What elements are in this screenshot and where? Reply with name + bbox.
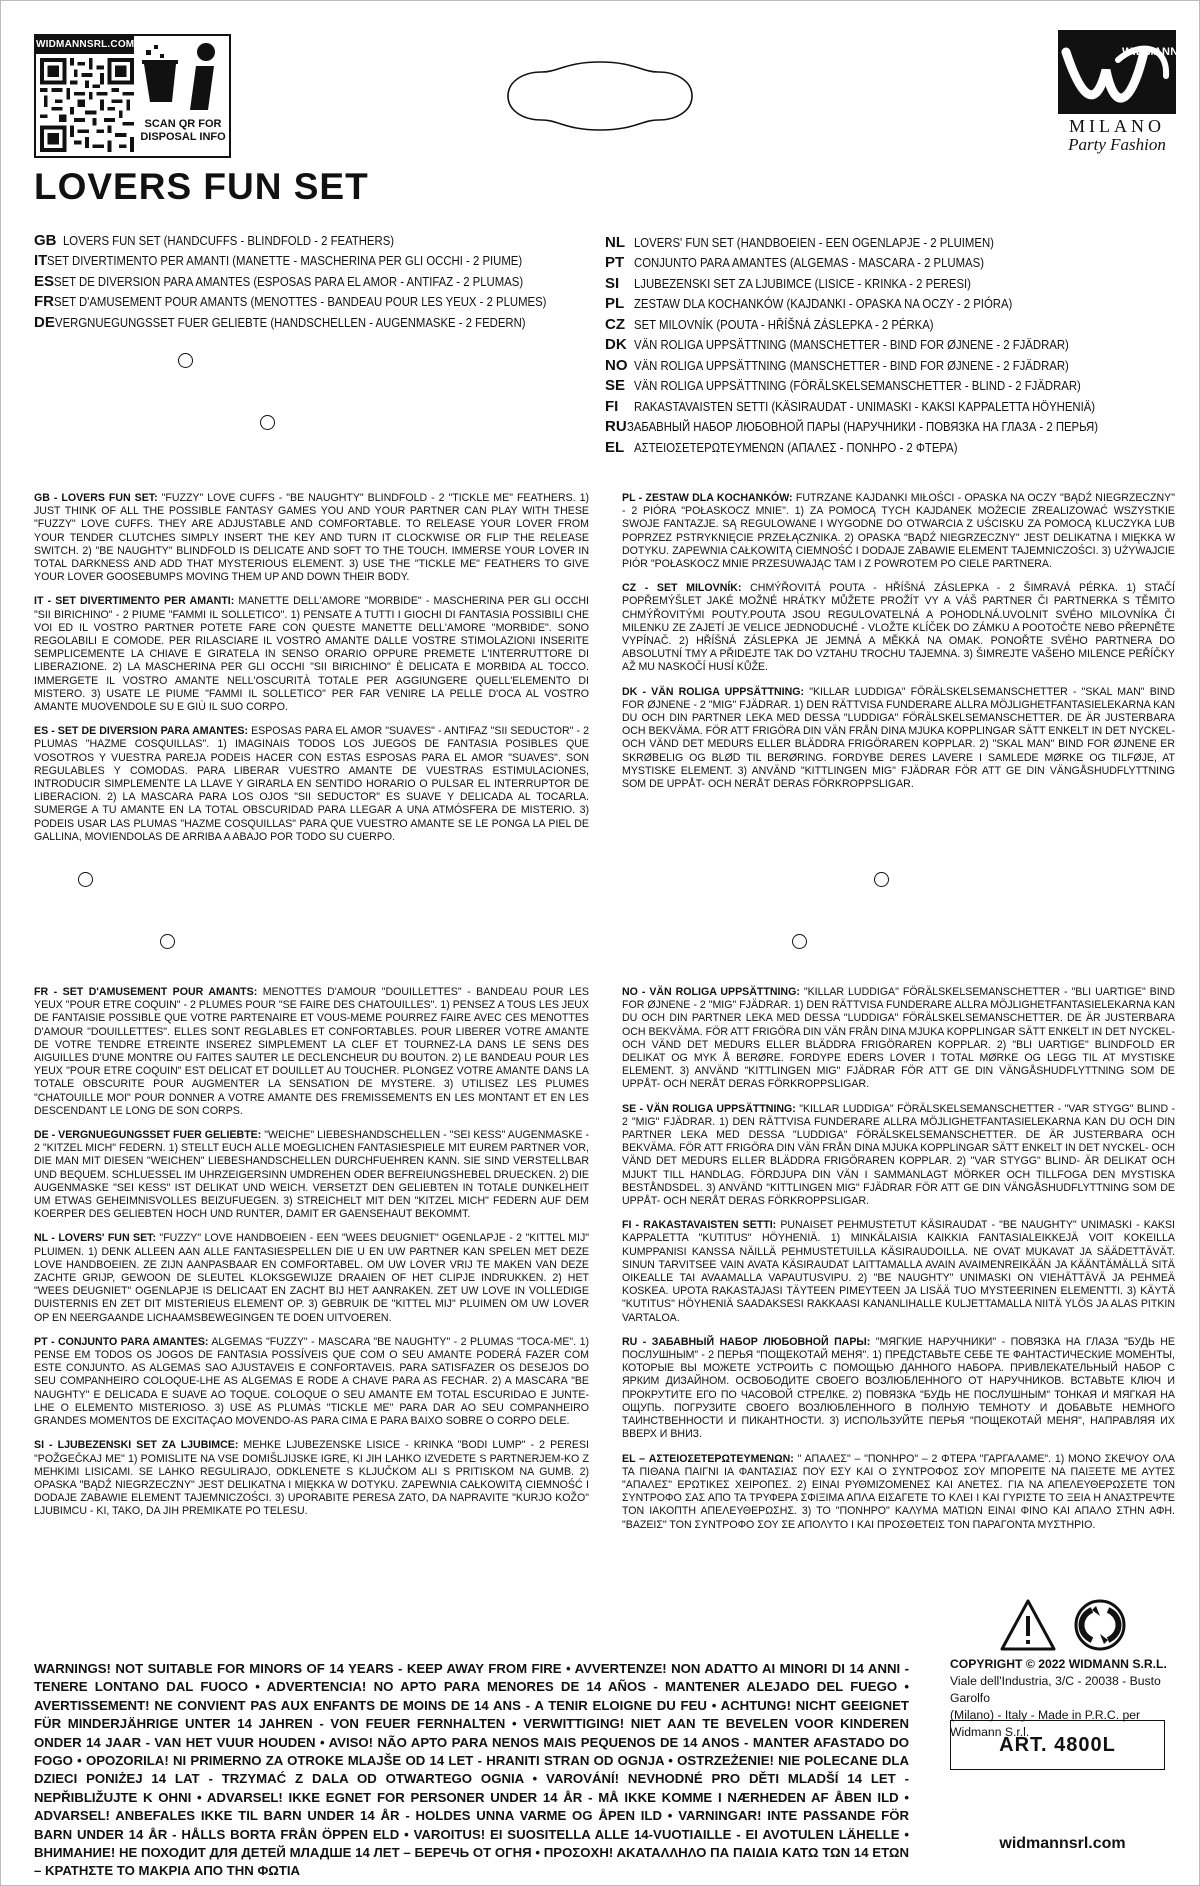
language-row: SE VÄN ROLIGA UPPSÄTTNING (FÖRÄLSKELSEMANSCHETTER - BLIND - 2 FJÄDRAR) bbox=[605, 377, 1081, 395]
language-list-left bbox=[34, 230, 594, 333]
language-row: PT CONJUNTO PARA AMANTES (ALGEMAS - MASCARA - 2 PLUMAS) bbox=[605, 254, 984, 272]
language-row: ES SET DE DIVERSION PARA AMANTES (ESPOSAS PARA EL AMOR - ANTIFAZ - 2 PLUMAS) bbox=[34, 272, 524, 290]
brand-city: MILANO bbox=[1069, 116, 1165, 136]
instruction-paragraph: GB - LOVERS FUN SET: "FUZZY" LOVE CUFFS - "BE NAUGHTY" BLINDFOLD - 2 "TICKLE ME" FEATHERS. 1) JUST THINK OF ALL THE POSSIBLE FANTASY GAMES YOU AND YOUR PARTNER CAN PLAY WITH THESE "FUZZY" LOVE CUFFS. THEY ARE ADJUSTABLE AND COMFORTABLE. TO RELEASE YOUR LOVER FROM YOUR TENDER CLUTCHES SIMPLY INSERT THE KEY AND TURN IT CLOCKWISE OR FLIP THE RELEASE SWITCH. 2) "BE NAUGHTY" BLINDFOLD IS DELICATE AND SOFT TO THE TOUCH. IMMERSE YOUR LOVER IN TOTAL DARKNESS AND ADD THAT MYSTERIOUS ELEMENT. 3) USE THE "TICKLE ME" FEATHERS TO GIVE YOUR LOVER GOOSEBUMPS MOVING THEM UP AND DOWN THEIR BODY. bbox=[34, 492, 589, 584]
language-row: CZ SET MILOVNÍK (POUTA - HŘÍŠNÁ ZÁSLEPKA - 2 PÉRKA) bbox=[605, 315, 934, 333]
instruction-paragraph: FR - SET D'AMUSEMENT POUR AMANTS: MENOTTES D'AMOUR "DOUILLETTES" - BANDEAU POUR LES YEUX "POUR ETRE COQUIN" - 2 PLUMES POUR "SE FAIRE DES CHATOUILLES". 1) PENSEZ A TOUS LES JEUX DE FANTAISIE POSSIBLE QUE VOTRE PARTENAIRE ET VOUS-MEME POURREZ FAIRE AVEC CES MENOTTES D'AMOUR "DOUILLETTES". ELLES SONT REGLABLES ET CONFORTABLES. POUR LIBERER VOTRE AMANTE DE VOTRE TENDRE ETREINTE INSEREZ SIMPLEMENT LA CLEF ET TOURNEZ-LA DANS LE SENS DES AIGUILLES D'UNE MONTRE OU FAITES SAUTER LE DECLENCHEUR DU BOUTON. 2) LE BANDEAU POUR LES YEUX "POUR ETRE COQUIN" EST DELICAT ET DOUILLET AU TOUCHER. PLONGEZ VOTRE AMANTE DANS LA TOTALE OBSCURITE POUR AUGMENTER LA SENSATION DE MYSTERE. 3) UTILISEZ LES PLUMES "CHATOUILLE MOI" POUR DONNER A VOTRE AMANTE DES FREMISSEMENTS EN LES MONTANT ET EN LES DESCENDANT LE LONG DE SON CORPS. bbox=[34, 986, 589, 1117]
instructions-lower-left bbox=[34, 986, 589, 1530]
hang-hole-shape bbox=[506, 60, 694, 132]
address-line: (Milano) - Italy - Made in P.R.C. per Widmann S.r.l. bbox=[950, 1708, 1141, 1739]
widmann-logo-icon bbox=[1058, 30, 1179, 114]
registration-circle bbox=[792, 934, 807, 949]
disposal-info-icon bbox=[140, 40, 228, 116]
instructions-upper-left bbox=[34, 492, 589, 855]
instruction-paragraph: SI - LJUBEZENSKI SET ZA LJUBIMCE: MEHKE LJUBEZENSKE LISICE - KRINKA "BODI LUMP" - 2 PERESI "POŽGEČKAJ ME" 1) POMISLITE NA VSE DOMIŠLJIJSKE IGRE, KI JIH LAHKO IZVEDETE S PARTNERJEM-KO Z MEHKIMI LISICAMI. SE LAHKO REGULIRAJO, ODKLENETE S KLJUČKOM ALI S PRITISKOM NA GUMB. 2) OPASKA "BĄDŹ NIEGRZECZNY" JEST DELIKATNA I MIĘKKA W DOTYKU. ZAPEWNIA CAŁKOWITĄ CIEMNOŚĆ I DODAJE ZABAWIE ELEMENT TAJEMNICZOŚCI. 3) UPORABITE PERESA ZATO, DA NAPRAVITE "KURJO KOŽO" LJUBIMCU - KI, TAKO, DA JIH PREMIKATE PO TELESU. bbox=[34, 1439, 589, 1518]
warning-triangle-icon bbox=[1002, 1601, 1054, 1649]
site-tag: WIDMANNSRL.COM bbox=[36, 36, 134, 54]
article-number: ART. 4800L bbox=[950, 1720, 1165, 1770]
address-line: Viale dell'Industria, 3/C - 20038 - Busto Garolfo bbox=[950, 1674, 1161, 1705]
language-row: GB LOVERS FUN SET (HANDCUFFS - BLINDFOLD - 2 FEATHERS) bbox=[34, 231, 395, 249]
language-list-right bbox=[605, 232, 1175, 458]
language-row: IT SET DIVERTIMENTO PER AMANTI (MANETTE - MASCHERINA PER GLI OCCHI - 2 PIUME) bbox=[34, 252, 523, 270]
instruction-paragraph: NL - LOVERS' FUN SET: "FUZZY" LOVE HANDBOEIEN - EEN "WEES DEUGNIET" OGENLAPJE - 2 "KITTEL MIJ" PLUIMEN. 1) DENK ALLEEN AAN ALLE FANTASIESPELLEN DIE U EN UW PARTNER KAN SPELEN MET DEZE LOVE HANDBOEIEN. ZE ZIJN AANPASBAAR EN COMFORTABEL. OM UW LOVER VRIJ TE MAKEN VAN DEZE ZACHTE GRIJP, GEWOON DE SLEUTEL KLOKSGEWIJZE DRAAIEN OF HET CLIPJE INDRUKKEN. 2) HET "WEES DEUGNIET" OGENLAPJE IS DELICAAT EN ZACHT BIJ HET AANRAKEN. ZET UW LOVE IN VOLLEDIGE DUISTERNIS EN ZET DIT MISTERIEUS ELEMENT OP. 3) GEBRUIK DE "KITTEL MIJ" PLUIMEN OM UW LOVER OP EN NEERGAANDE LICHAAMSBEWEGINGEN TE DOEN UITVOEREN. bbox=[34, 1232, 590, 1324]
instruction-paragraph: PL - ZESTAW DLA KOCHANKÓW: FUTRZANE KAJDANKI MIŁOŚCI - OPASKA NA OCZY "BĄDŹ NIEGRZECZNY" - 2 PIÓRA "POŁASKOCZ MNIE". 1) ZA POMOCĄ TYCH KAJDANEK MOŻECIE ZREALIZOWAĆ WSZYSTKIE SWOJE FANTAZJE. SĄ REGULOWANE I WYGODNE DO OTWARCIA Z UŚCISKU ZA POMOCĄ KLUCZYKA LUB POPRZEZ PSTRYKNIĘCIE PRZEŁĄCZNIKA. 2) OPASKA "BĄDŹ NIEGRZECZNY" JEST DELIKATNA I MIĘKKA W DOTYKU. ZAPEWNIA CAŁKOWITĄ CIEMNOŚĆ I DODAJE ZABAWIE ELEMENT TAJEMNICZOŚCI. 3) UŻYWAJCIE PIÓR "POŁASKOCZ MNIE PRZESUWAJĄC TAM I Z POWROTEM PO CIELE PARTNERA. bbox=[622, 492, 1175, 571]
qr-disposal-box bbox=[34, 34, 231, 158]
language-row: FR SET D'AMUSEMENT POUR AMANTS (MENOTTES - BANDEAU POUR LES YEUX - 2 PLUMES) bbox=[34, 293, 547, 311]
language-row: PL ZESTAW DLA KOCHANKÓW (KAJDANKI - OPASKA NA OCZY - 2 PIÓRA) bbox=[605, 295, 1013, 313]
instruction-paragraph: DK - VÄN ROLIGA UPPSÄTTNING: "KILLAR LUDDIGA" FÖRÄLSKELSEMANSCHETTER - "SKAL MAN" BIND FOR ØJNENE - 2 "MIG" FJÄDRAR. 1) DEN RÄTTVISA FUNDERARE ALLRA MÖJLIGHETFANTASIELEKARNA KAN DU OCH DIN PARTNER LEKA MED DESSA "LUDDIGA" FÖRÄLSKELSEMANSCHETTER. DE ÄR JUSTERBARA OCH BEKVÄMA. FÖR ATT FRIGÖRA DIN VÄN FRÅN DINA MJUKA KOPPLINGAR SÄTT ENKELT IN DET NYCKEL- OCH VÄND DET MEDURS ELLER BLÄDDRA FRIGÖRAREN KOPPLAR. 2) "SKAL MAN" BIND FOR ØJNENE ER SKRØBELIG OG BLØD TIL BERØRING. FORDYBE DERES LAVERE I SAMLEDE MØRKE OG TILFØJE, AT MYSTISKE ELEMENT. 3) ANVÄND "KITTLINGEN MIG" FJÄDRAR FÖR ATT GE DIN VÄNGÅSHUDFLYTTNING SOM DE UPPÅT- OCH NERÅT DERAS FÖRKROPPSLIGAR. bbox=[622, 685, 1175, 791]
language-row: NO VÄN ROLIGA UPPSÄTTNING (MANSCHETTER - BIND FOR ØJNENE - 2 FJÄDRAR) bbox=[605, 356, 1069, 374]
instruction-paragraph: RU - ЗАБАВНЫЙ НАБОР ЛЮБОВНОЙ ПАРЫ: "МЯГКИЕ НАРУЧНИКИ" - ПОВЯЗКА НА ГЛАЗА "БУДЬ НЕ ПОСЛУШНЫМ" - 2 ПЕРЬЯ "ПОЩЕКОТАЙ МЕНЯ". 1) ПРЕДСТАВЬТЕ СЕБЕ ТЕ ФАНТАСТИЧЕСКИЕ МОМЕНТЫ, КОТОРЫЕ ВЫ МОЖЕТЕ УСТРОИТЬ С ПОМОЩЬЮ ДАННОГО НАБОРА. ПРИВЛЕКАТЕЛЬНЫЙ НАБОР С ЯРКИМ ДИЗАЙНОМ. ОСВОБОДИТЕ СВОЕГО ВОЗЛЮБЛЕННОГО ОТ НАРУЧНИКОВ. ВСТАВЬТЕ КЛЮЧ И ПРОКРУТИТЕ ЕГО ПО ЧАСОВОЙ СТРЕЛКЕ. 2) ПОВЯЗКА "БУДЬ НЕ ПОСЛУШНЫМ" ТОНКАЯ И МЯГКАЯ НА ОЩУПЬ. ПОГРУЗИТЕ СВОЕГО ВОЗЛЮБЛЕННОГО В ПОЛНУЮ ТЕМНОТУ И ДОБАВЬТЕ НЕМНОГО ТАИНСТВЕННОСТИ И ПИКАНТНОСТИ. 3) ИСПОЛЬЗУЙТЕ ПЕРЬЯ "ПОЩЕКОТАЙ МЕНЯ", НАПРАВЛЯЯ ИХ ВВЕРХ И ВНИЗ. bbox=[622, 1335, 1175, 1441]
instruction-paragraph: ES - SET DE DIVERSION PARA AMANTES: ESPOSAS PARA EL AMOR "SUAVES" - ANTIFAZ "SII SEDUCTOR" - 2 PLUMAS "HAZME COSQUILLAS". 1) IMAGINAIS TODOS LOS JUEGOS DE FANTASIA POSIBLES QUE VOSOTROS Y VUESTRA PAREJA PODEIS HACER CON ESTAS ESPOSAS PARA EL AMOR "SUAVES". SON REGULABLES Y COMODAS. PARA LIBERAR VUESTRO AMANTE DE VUESTRAS ESTIMULACIONES, INTRODUCIR SIMPLEMENTE LA LLAVE Y GIRARLA EN SENTIDO HORARIO O PULSAR EL INTERRUPTOR DE LIBERACION. 2) LA MASCARA PARA LOS OJOS "SII SEDUCTOR" ES SUAVE Y DELICADA AL TOCARLA. SUMERGE A TU AMANTE EN LA TOTAL OBSCURIDAD PARA LLEGAR A UNA ATMÓSFERA DE MISTERIO. 3) PODEIS USAR LAS PLUMAS "HAZME COSQUILLAS" PARA QUE VUESTRO AMANTE SE LE PONGA LA PIEL DE GALLINA, MOVIENDOLAS DE ARRIBA A ABAJO POR TODO SU CUERPO. bbox=[34, 725, 589, 843]
brand-name: WIDMANN bbox=[1122, 46, 1179, 58]
language-row: DE VERGNUEGUNGSSET FUER GELIEBTE (HANDSCHELLEN - AUGENMASKE - 2 FEDERN) bbox=[34, 313, 526, 331]
brand-tagline: Party Fashion bbox=[1068, 135, 1166, 154]
scan-qr-label: SCAN QR FOR DISPOSAL INFO bbox=[140, 118, 226, 143]
instruction-paragraph: EL – ΑΣΤΕΙΟΣΕΤΕΡΩΤΕΥΜΕΝΩΝ: " ΑΠΑΛΕΣ" – "ΠΟΝΗΡΟ" – 2 ΦΤΕΡΑ "ΓΑΡΓΑΛΑΜΕ". 1) ΜΟΝΟ ΣΚΕΨΟΥ ΟΛΑ ΤΑ ΠΙΘΑΝΑ ΠΑΙΓΝΙ ΙΑ ΦΑΝΤΑΣΙΑΣ ΠΟΥ ΕΣΥ ΚΑΙ Ο ΣΥΝΤΡΟΦΟΣ ΣΟΥ ΜΠΟΡΕΙΤΕ ΝΑ ΠΑΙΞΕΤΕ ΜΕ ΑΥΤΕΣ "ΑΠΑΛΕΣ" ΕΡΩΤΙΚΕΣ ΧΕΙΡΟΠΕΣ. 2) ΕΙΝΑΙ ΡΥΘΜΙΖΟΜΕΝΕΣ ΚΑΙ ΑΝΕΤΕΣ. ΓΙΑ ΝΑ ΑΠΕΛΕΥΘΕΡΩΣΕΤΕ ΤΟΝ ΣΥΝΤΡΟΦΟ ΣΑΣ ΑΠΟ ΤΑ ΤΡΥΦΕΡΑ ΣΦΙΞΙΜΑ ΑΠΛΑ ΕΙΣΑΓΕΤΕ ΤΟ ΚΛΕΙ Ι ΚΑΙ ΓΥΡΙΣΤΕ ΤΟ ΞΕΙΑ Η ΑΝΑΣΤΡΕΨΤΕ ΤΟΝ ΙΑΚΟΠΤΗ ΑΠΕΛΕΥΘΕΡΩΣΗΣ. 3) ΤΟ "ΠΟΝΗΡΟ" ΚΑΛΥΜΑ ΜΑΤΙΩΝ ΕΙΝΑΙ ΦΙΝΟ ΚΑΙ ΑΠΑΛΟ ΣΤΗΝ ΑΦΗ. "ΒΑΖΕΙΣ" ΤΟΝ ΣΥΝΤΡΟΦΟ ΣΟΥ ΣΕ ΑΠΟΛΥΤΟ Ι ΚΑΙ ΠΡΟΣΘΕΤΕΙΣ ΤΟΝ ΠΑΡΑΓΟΝΤΑ ΜΥΣΤΗΡΙΟ. bbox=[622, 1452, 1175, 1531]
qr-code-icon[interactable] bbox=[40, 58, 134, 152]
instruction-paragraph: NO - VÄN ROLIGA UPPSÄTTNING: "KILLAR LUDDIGA" FÖRÄLSKELSEMANSCHETTER - "BLI UARTIGE" BIND FOR ØJNENE - 2 "MIG" FJÄDRAR. 1) DEN RÄTTVISA FUNDERARE ALLRA MÖJLIGHETFANTASIELEKARNA KAN DU OCH DIN PARTNER LEKA MED DESSA "LUDDIGA" FÖRÄLSKELSEMANSCHETTER. DE ÄR JUSTERBARA OCH BEKVÄMA. FÖR ATT FRIGÖRA DIN VÄN FRÅN DINA MJUKA KOPPLINGAR SÄTT ENKELT IN DET NYCKEL- OCH VÄND DET MEDURS ELLER BLÄDDRA FRIGÖRAREN KOPPLAR. 2) "BLI UARTIGE" BLINDFOLD ER DELIKAT OG MYK Å BERØRE. FORDYPE EDERS LOVER I TOTAL MØRKE OG LEGG TIL AT MYSTISKE ELEMENT. 3) ANVÄND "KITTLINGEN MIG" FJÄDRAR FÖR ATT GE DIN VÄNGÅSHUDFLYTTNING SOM DE UPPÅT- OCH NERÅT DERAS FÖRKROPPSLIGAR. bbox=[622, 986, 1175, 1091]
registration-circle bbox=[178, 353, 193, 368]
website-link[interactable]: widmannsrl.com bbox=[999, 1835, 1126, 1852]
language-row: SI LJUBEZENSKI SET ZA LJUBIMCE (LISICE - KRINKA - 2 PERESI) bbox=[605, 274, 971, 292]
instruction-paragraph: FI - RAKASTAVAISTEN SETTI: PUNAISET PEHMUSTETUT KÄSIRAUDAT - "BE NAUGHTY" UNIMASKI - KAKSI KAPPALETTA "KUTITUS" HÖYHENIÄ. 1) MINKÄLAISIA KAIKKIA FANTASIALEIKKEJÄ VOIT KOKEILLA KUMPPANISI KANSSA NÄILLÄ PEHMUSTETUILLA KÄSIRAUDOILLA. NE OVAT MUKAVAT JA SÄÄDETTÄVÄT. SINUN TARVITSEE VAIN AVATA KÄSIRAUDAT LAITTAMALLA AVAIN AVAIMENREIKÄÄN JA KÄÄNTÄMÄLLÄ SITÄ OIKEALLE TAI AVAAMALLA VAPAUTUSVIPU. 2) "BE NAUGHTY" UNIMASKI ON VIEHÄTTÄVÄ JA PEHMEÄ KOSKEA. UPOTA RAKASTAJASI TÄYTEEN PIMEYTEEN JA LISÄÄ TUO MYSTEERINEN ELEMENTTI. 3) KÄYTÄ "KUTITUS" HÖYHENIÄ SAADAKSESI RAKKAASI KANANLIHALLE KULJETTAMALLA NIITÄ YLÖS JA ALAS PITKIN VARTALOA. bbox=[622, 1219, 1175, 1324]
registration-circle bbox=[160, 934, 175, 949]
recycle-green-dot-icon bbox=[1076, 1601, 1124, 1649]
language-row: FI RAKASTAVAISTEN SETTI (KÄSIRAUDAT - UNIMASKI - KAKSI KAPPALETTA HÖYHENIÄ) bbox=[605, 397, 1096, 415]
instruction-paragraph: SE - VÄN ROLIGA UPPSÄTTNING: "KILLAR LUDDIGA" FÖRÄLSKELSEMANSCHETTER - "VAR STYGG" BLIND - 2 "MIG" FJÄDRAR. 1) DEN RÄTTVISA FUNDERARE ALLRA MÖJLIGHETFANTASIELEKARNA KAN DU OCH DIN PARTNER LEKA MED DESSA "LUDDIGA" FÖRÄLSKELSEMANSCHETTER. DE ÄR JUSTERBARA OCH BEKVÄMA. FÖR ATT FRIGÖRA DIN VÄN FRÅN DINA MJUKA KOPPLINGAR SÄTT ENKELT IN DET NYCKEL- OCH VÄND DET MEDURS ELLER BLÄDDRA FRIGÖRAREN KOPPLAR. 2) "VAR STYGG" BLIND- ÄR DELIKAT OCH MJUKT TILL HANDLAG. FÖRDJUPA DIN VÄN I SAMMANLAGT MÖRKER OCH TILLFOGA DEN MYSTISKA BESTÅNDSDEL. 3) ANVÄND "KITTLINGEN MIG" FJÄDRAR FÖR ATT GE DIN VÄNGÅSHUDFLYTTNING SOM DE UPPÅT- OCH NERÅT DERAS FÖRKROPPSLIGAR. bbox=[622, 1102, 1176, 1208]
registration-circle bbox=[874, 872, 889, 887]
safety-icons bbox=[1000, 1598, 1130, 1652]
instruction-paragraph: DE - VERGNUEGUNGSSET FUER GELIEBTE: "WEICHE" LIEBESHANDSCHELLEN - "SEI KESS" AUGENMASKE - 2 "KITZEL MICH" FEDERN. 1) STELLT EUCH ALLE MOEGLICHEN FANTASIESPIELE MIT EUREM PARTNER VOR, DIE MAN MIT DIESEN "WEICHEN" LIEBESHANDSCHELLEN DURCHFUEHREN KANN. SIE SIND VERSTELLBAR UND BEQUEM. SCHLUESSEL IM UHRZEIGERSINN UMDREHEN ODER BEFREIUNGSHEBEL DRUECKEN. 2) DIE AUGENMASKE "SEI KESS" IST DELIKAT UND WEICH. VERSETZT DEN GELIEBTEN IN TOTALE DUNKELHEIT UM ETWAS GEHEIMNISVOLLES BEIZUFUEGEN. 3) STREICHELT MIT DEN "KITZEL MICH" FEDERN AUF DEM KOERPER DES GELIEBTEN HOCH UND RUNTER, DAMIT ER GAENSEHAUT BEKOMMT. bbox=[34, 1129, 590, 1221]
language-row: DK VÄN ROLIGA UPPSÄTTNING (MANSCHETTER - BIND FOR ØJNENE - 2 FJÄDRAR) bbox=[605, 336, 1069, 354]
product-title: LOVERS FUN SET bbox=[34, 166, 369, 207]
language-row: EL ΑΣΤΕΙΟΣΕΤΕΡΩΤΕΥΜΕΝΩΝ (ΑΠΑΛΕΣ - ΠΟΝΗΡΟ - 2 ΦΤΕΡΑ) bbox=[605, 438, 958, 456]
instructions-upper-right bbox=[622, 492, 1175, 802]
instruction-paragraph: CZ - SET MILOVNÍK: CHMÝŘOVITÁ POUTA - HŘÍŠNÁ ZÁSLEPKA - 2 ŠIMRAVÁ PÉRKA. 1) STAČÍ POPŘEMÝŠLET JAKÉ MOŽNÉ HRÁTKY MŮŽETE PROŽÍT VY A VÁŠ PARTNER ČI PARTNERKA S TĚMITO CHMÝŘOVITÝMI POUTY.POUTA JSOU REGULOVATELNÁ A POHODLNÁ.UVOLNIT SVÉHO MILOVNÍKA ČI MILENKU ZE ZAJETÍ JE VELICE JEDNODUCHÉ - VLOŽTE KLÍČEK DO ZÁMKU A POOTOČTE NEBO PŘEPNĚTE VYPÍNAČ. 2) HŘÍŠNÁ ZÁSLEPKA JE JEMNÁ A MĚKKÁ NA OMAK. PONOŘTE SVÉHO PARTNERA DO ABSOLUTNÍ TMY A PŘIDEJTE TAK DO VZTAHU TROCHU TAJEMNA. 3) ŠIMREJTE VAŠEHO MILENCE PEŘÍČKY AŽ MU NASKOČÍ HUSÍ KŮŽE. bbox=[622, 582, 1176, 674]
copyright: COPYRIGHT © 2022 WIDMANN S.R.L. bbox=[950, 1657, 1167, 1671]
registration-circle bbox=[78, 872, 93, 887]
brand-logo bbox=[1052, 30, 1182, 162]
warnings-text: WARNINGS! NOT SUITABLE FOR MINORS OF 14 YEARS - KEEP AWAY FROM FIRE • AVVERTENZE! NON ADATTO AI MINORI DI 14 ANNI - TENERE LONTANO DAL FUOCO • ADVERTENCIA! NO APTO PARA MENORES DE 14 AÑOS - MANTENER ALEJADO DEL FUEGO • AVERTISSEMENT! NE CONVIENT PAS AUX ENFANTS DE MOINS DE 14 ANS - A TENIR ELOIGNE DU FEU • ACHTUNG! NICHT GEEIGNET FÜR MINDERJÄHRIGE UNTER 14 JAHREN - VON FEUER FERNHALTEN • VERWITTIGING! NIET AAN TE BEVELEN VOOR KINDEREN ONDER 14 JAAR - VAN HET VUUR HOUDEN • AVISO! NÃO APTO PARA NENOS MAIS PEQUENOS DE 14 ANOS - MANTER AFASTADO DO FOGO • OPOZORILA! NI PRIMERNO ZA OTROKE MLAJŠE OD 14 LET - HRANITI STRAN OD OGNJA • OSTRZEŻENIE! NIE POLECANE DLA DZIECI PONIŻEJ 14 LAT - TRZYMAĆ Z DALA OD OTWARTEGO OGNIA • VAROVÁNÍ! NEVHODNÉ PRO DĚTI MLADŠÍ 14 LET - NEPŘIBLIŽUJTE K OHNI • ADVARSEL! IKKE EGNET FOR PERSONER UNDER 14 ÅR - MÅ IKKE KOMME I NÆRHEDEN AF ÅBEN ILD • ADVARSEL! ANBEFALES IKKE TIL BARN UNDER 14 ÅR - HOLDES UNNA VARME OG ÅPEN ILD • VARNINGAR! INTE PASSANDE FÖR BARN UNDER 14 ÅR - HÅLLS BORTA FRÅN ÖPPEN ELD • VAROITUS! EI SUOSITELLA ALLE 14-VUOTIAILLE - EI AVOTULEN LÄHELLE • ВНИМАНИЕ! НЕ ПОХОДИТ ДЛЯ ДЕТЕЙ МЛАДШЕ 14 ЛЕТ – БЕРЕЧЬ ОТ ОГНЯ • ΠΡΟΣΟΧΗ! ΑΚΑΤΑΛΛΗΛΟ ΠΑ ΠΑΙΔΙΑ ΚΑΤΩ ΤΩΝ 14 ΕΤΩΝ – ΚΡΑΤΗΣΤΕ ΤΟ ΜΑΚΡΙΑ ΑΠΟ ΤΗΝ ΦΩΤΙΑ bbox=[34, 1661, 909, 1879]
instruction-paragraph: PT - CONJUNTO PARA AMANTES: ALGEMAS "FUZZY" - MASCARA "BE NAUGHTY" - 2 PLUMAS "TOCA-ME". 1) PENSE EM TODOS OS JOGOS DE FANTASIA POSSÍVEIS QUE COM O SEU AMANTE PODERÁ FAZER COM ESTE CONJUNTO. AS ALGEMAS SAO AJUSTAVEIS E CONFORTAVEIS. PARA SATISFAZER OS DESEJOS DO SEU COMPANHEIRO COLOQUE-LHE AS ALGEMAS E RODE A CHAVE PARA AS FECHAR. 2) A MASCARA "BE NAUGHTY" E DELICADA E SUAVE AO TOQUE. COLOQUE O SEU AMANTE EM TOTAL ESCURIDAO E JUNTE-LHE O ELEMENTO MISTERIOSO. 3) USE AS PLUMAS "TICKLE ME" PARA DAR AO SEU COMPANHEIRO GRANDES MOMENTOS DE EXCITAÇAO MOVENDO-AS PARA CIMA E PARA BAIXO SOBRE O CORPO DELE. bbox=[34, 1335, 589, 1428]
instruction-paragraph: IT - SET DIVERTIMENTO PER AMANTI: MANETTE DELL'AMORE "MORBIDE" - MASCHERINA PER GLI OCCHI "SII BIRICHINO" - 2 PIUME "FAMMI IL SOLLETICO". 1) PENSATE A TUTTI I GIOCHI DI FANTASIA POSSIBILI CHE VOI ED IL VOSTRO PARTNER POTETE FARE CON QUESTE MANETTE DELL'AMORE "MORBIDE". SONO REGOLABILI E COMODE. PER RILASCIARE IL VOSTRO AMANTE DALLE VOSTRE STIMOLAZIONI INSERITE SEMPLICEMENTE LA CHIAVE E GIRATELA IN SENSO ORARIO OPPURE PREMETE L'INTERRUTTORE DI LIBERAZIONE. 2) LA MASCHERINA PER GLI OCCHI "SII BIRICHINO" È DELICATA E MORBIDA AL TOCCO. IMMERGETE IL VOSTRO AMANTE NELL'OSCURITÀ TOTALE PER AGGIUNGERE QUELL'ELEMENTO DI MISTERO. 3) USATE LE PIUME "FAMMI IL SOLLETICO" PER FAR VENIRE LA PELLE D'OCA AL VOSTRO AMANTE MUOVENDOLE SU E GIÙ IL SUO CORPO. bbox=[34, 595, 589, 714]
language-row: NL LOVERS' FUN SET (HANDBOEIEN - EEN OGENLAPJE - 2 PLUIMEN) bbox=[605, 233, 994, 251]
instructions-lower-right bbox=[622, 986, 1175, 1543]
registration-circle bbox=[260, 415, 275, 430]
language-row: RU ЗАБАВНЫЙ НАБОР ЛЮБОВНОЙ ПАРЫ (НАРУЧНИКИ - ПОВЯЗКА НА ГЛАЗА - 2 ПЕРЬЯ) bbox=[605, 418, 1099, 436]
